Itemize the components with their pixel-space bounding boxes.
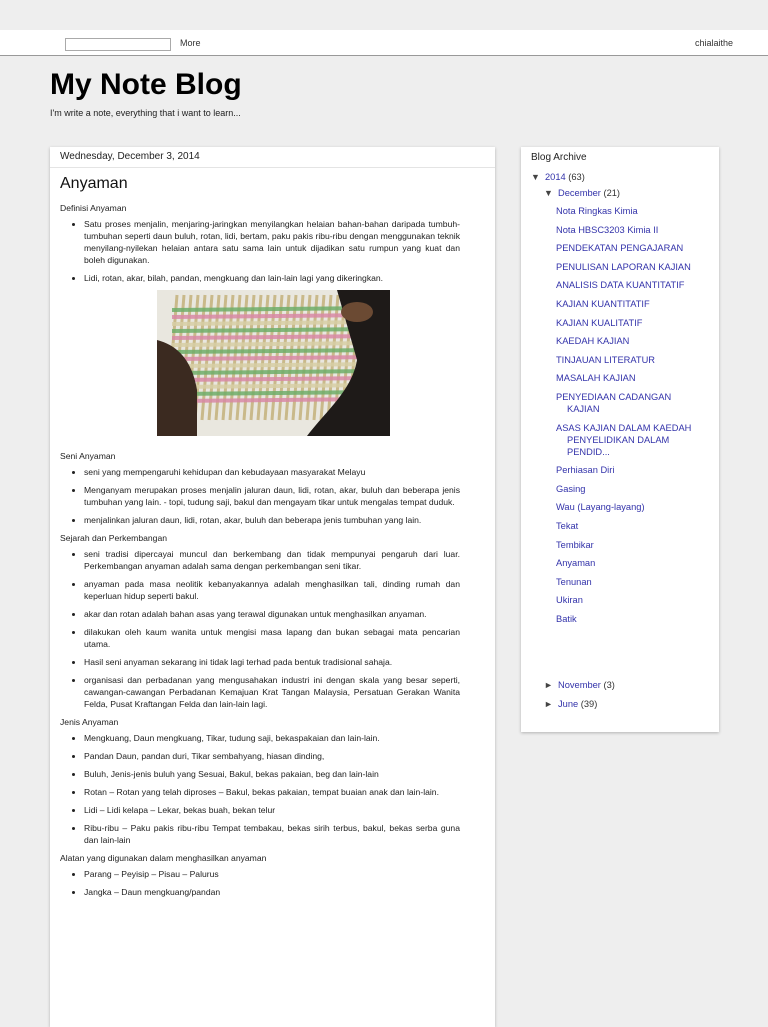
weaving-photo[interactable] <box>157 290 390 436</box>
list-item: • Menganyam merupakan proses menjalin jaluran daun, lidi, rotan, akar, buluh dan beberapa jenis tumbuhan yang lain. - topi, tudung saji, bakul dan mengayam tikar untuk mengalas tempat duduk. <box>84 484 460 508</box>
list-item: • Rotan – Rotan yang telah diproses – Bakul, bekas pakaian, tempat buaian anak dan lain-lain. <box>84 786 460 798</box>
bullet-list <box>60 466 460 526</box>
list-item: • Jangka – Daun mengkuang/pandan <box>84 886 460 898</box>
archive-post-link[interactable]: Tembikar <box>556 539 594 550</box>
bullet-list <box>60 868 460 898</box>
archive-month-count: (21) <box>603 188 621 198</box>
archive-post-link[interactable]: KAJIAN KUALITATIF <box>556 317 643 328</box>
archive-post-link[interactable]: KAEDAH KAJIAN <box>556 336 630 347</box>
list-item: • Ribu-ribu – Paku pakis ribu-ribu Tempat tembakau, bekas sirih terbus, bakul, bekas serba guna dan lain-lain <box>84 822 460 846</box>
post-body <box>60 202 460 904</box>
archive-post-link[interactable]: PENULISAN LAPORAN KAJIAN <box>556 261 691 272</box>
archive-post-link[interactable]: Gasing <box>556 483 586 494</box>
blog-archive-title: Blog Archive <box>531 152 587 163</box>
toggle-closed-icon[interactable]: ► <box>544 680 553 690</box>
list-item: • organisasi dan perbadanan yang mengusahakan industri ini dengan skala yang besar seperti, cawangan-cawangan Perbadanan Kemajuan Krat Tangan Malaysia, Persatuan Gerakan Wanita Felda, Pusat Kraftangan Felda dan lain-lain lagi. <box>84 674 460 710</box>
list-item: • Lidi – Lidi kelapa – Lekar, bekas buah, bekan telur <box>84 804 460 816</box>
archive-post-link[interactable]: ASAS KAJIAN DALAM KAEDAH PENYELIDIKAN DALAM PENDID... <box>556 422 692 457</box>
archive-month-label[interactable]: November <box>558 680 601 690</box>
archive-post-link[interactable]: Nota HBSC3203 Kimia II <box>556 224 659 235</box>
list-item: • anyaman pada masa neolitik kebanyakannya adalah menghasilkan tali, dinding rumah dan keperluan hidup seperti bakul. <box>84 578 460 602</box>
archive-year-count: (63) <box>568 172 585 182</box>
post-date: Wednesday, December 3, 2014 <box>50 147 495 168</box>
list-item: • Parang – Peyisip – Pisau – Palurus <box>84 868 460 880</box>
archive-year-2014[interactable] <box>531 172 585 182</box>
sidebar-archive-widget <box>521 147 719 732</box>
archive-post-link[interactable]: Tenunan <box>556 576 592 587</box>
toggle-open-icon[interactable]: ▼ <box>544 188 553 198</box>
list-item: • seni yang mempengaruhi kehidupan dan kebudayaan masyarakat Melayu <box>84 466 460 478</box>
section-heading: Definisi Anyaman <box>60 203 127 213</box>
archive-post-link[interactable]: Ukiran <box>556 595 583 606</box>
archive-month-june[interactable] <box>544 699 597 709</box>
blog-description: I'm write a note, everything that i want to learn... <box>50 108 241 118</box>
navbar-more-link[interactable]: More <box>180 38 201 48</box>
list-item: • Satu proses menjalin, menjaring-jaringkan menyilangkan helaian bahan-bahan daripada tumbuh-tumbuhan seperti daun buluh, rotan, lidi, bertam, paku pakis ribu-ribu dengan menggunakan teknik menyilang-nyilekan helaian antara satu sama lain untuk dijadikan satu rumpun yang kuat dan boleh digunakan. <box>84 218 460 266</box>
archive-post-link[interactable]: TINJAUAN LITERATUR <box>556 354 656 365</box>
list-item: • Mengkuang, Daun mengkuang, Tikar, tudung saji, bekaspakaian dan lain-lain. <box>84 732 460 744</box>
blogger-navbar <box>0 30 768 56</box>
list-item: • Buluh, Jenis-jenis buluh yang Sesuai, Bakul, bekas pakaian, beg dan lain-lain <box>84 768 460 780</box>
bullet-list <box>60 732 460 846</box>
toggle-open-icon[interactable]: ▼ <box>531 172 540 182</box>
archive-year-label[interactable]: 2014 <box>545 172 566 182</box>
archive-post-link[interactable]: MASALAH KAJIAN <box>556 373 636 384</box>
navbar-search-input[interactable] <box>65 38 171 51</box>
archive-post-link[interactable]: ANALISIS DATA KUANTITATIF <box>556 280 685 291</box>
archive-post-link[interactable]: PENYEDIAAN CADANGAN KAJIAN <box>556 391 672 414</box>
list-item: • Pandan Daun, pandan duri, Tikar sembahyang, hiasan dinding, <box>84 750 460 762</box>
archive-post-link[interactable]: Nota Ringkas Kimia <box>556 206 638 216</box>
archive-month-november[interactable] <box>544 680 615 690</box>
section-heading: Alatan yang digunakan dalam menghasilkan anyaman <box>60 853 267 863</box>
bullet-list <box>60 218 460 284</box>
section-heading: Sejarah dan Perkembangan <box>60 533 168 543</box>
list-item: • Lidi, rotan, akar, bilah, pandan, mengkuang dan lain-lain lagi yang dikeringkan. <box>84 272 460 284</box>
navbar-user-link[interactable]: chialaithe <box>694 38 733 48</box>
post-title[interactable]: Anyaman <box>60 175 128 192</box>
post-container <box>50 147 495 1027</box>
list-item: • akar dan rotan adalah bahan asas yang terawal digunakan untuk menghasilkan anyaman. <box>84 608 460 620</box>
archive-month-count: (3) <box>603 680 615 690</box>
list-item: • menjalinkan jaluran daun, lidi, rotan, akar, buluh dan beberapa jenis tumbuhan yang lain. <box>84 514 460 526</box>
list-item: • seni tradisi dipercayai muncul dan berkembang dan tidak mempunyai pengaruh dari luar. Perkembangan anyaman adalah sama dengan perkembangan seni tikar. <box>84 548 460 572</box>
toggle-closed-icon[interactable]: ► <box>544 699 553 709</box>
archive-post-link[interactable]: Batik <box>556 613 577 624</box>
archive-month-label[interactable]: June <box>558 699 579 709</box>
section-heading: Seni Anyaman <box>60 451 116 461</box>
archive-post-link[interactable]: Anyaman <box>556 558 596 569</box>
list-item: • dilakukan oleh kaum wanita untuk mengisi masa lapang dan bukan sebagai mata pencarian utama. <box>84 626 460 650</box>
section-heading: Jenis Anyaman <box>60 717 119 727</box>
archive-post-link[interactable]: Tekat <box>556 520 579 531</box>
blog-title[interactable]: My Note Blog <box>50 68 242 101</box>
archive-post-link[interactable]: KAJIAN KUANTITATIF <box>556 298 650 309</box>
archive-post-link[interactable]: Wau (Layang-layang) <box>556 502 645 513</box>
archive-post-link[interactable]: Perhiasan Diri <box>556 465 615 476</box>
list-item: • Hasil seni anyaman sekarang ini tidak lagi terhad pada bentuk tradisional sahaja. <box>84 656 460 668</box>
archive-month-december[interactable] <box>544 188 620 198</box>
bullet-list <box>60 548 460 710</box>
archive-post-link[interactable]: PENDEKATAN PENGAJARAN <box>556 243 684 254</box>
archive-post-list <box>556 205 706 631</box>
archive-month-label[interactable]: December <box>558 188 601 198</box>
archive-month-count: (39) <box>580 699 598 709</box>
